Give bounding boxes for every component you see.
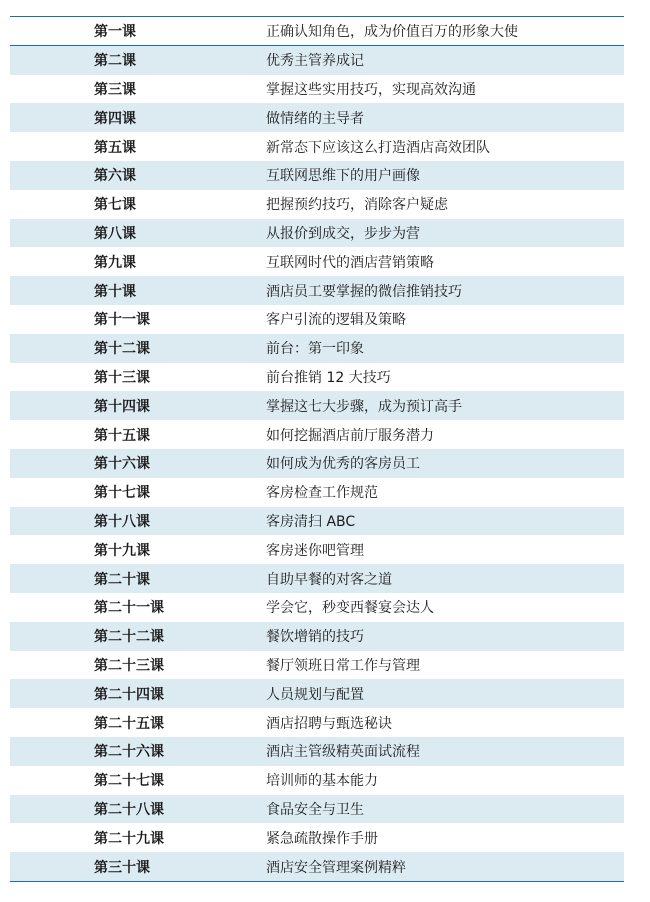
course-row	[10, 276, 624, 305]
course-row	[10, 161, 624, 190]
course-title: 掌握这些实用技巧，实现高效沟通	[266, 81, 476, 98]
course-row	[10, 190, 624, 219]
course-number: 第二十三课	[94, 657, 164, 674]
course-number: 第四课	[94, 110, 136, 127]
course-title: 酒店员工要掌握的微信推销技巧	[266, 283, 462, 300]
course-title: 从报价到成交，步步为营	[266, 225, 420, 242]
course-number: 第三十课	[94, 859, 150, 876]
course-title: 紧急疏散操作手册	[266, 830, 378, 847]
course-row	[10, 593, 624, 622]
course-row	[10, 391, 624, 420]
course-row	[10, 478, 624, 507]
course-title: 酒店主管级精英面试流程	[266, 744, 420, 761]
course-title: 客房检查工作规范	[266, 485, 378, 502]
course-title: 前台：第一印象	[266, 341, 364, 358]
course-number: 第十四课	[94, 398, 150, 415]
course-title: 人员规划与配置	[266, 686, 364, 703]
course-row	[10, 449, 624, 478]
course-number: 第八课	[94, 225, 136, 242]
course-row	[10, 247, 624, 276]
course-title: 餐厅领班日常工作与管理	[266, 657, 420, 674]
course-number: 第二十六课	[94, 744, 164, 761]
course-row	[10, 651, 624, 680]
course-title: 掌握这七大步骤，成为预订高手	[266, 398, 462, 415]
course-number: 第二十课	[94, 571, 150, 588]
course-number: 第五课	[94, 139, 136, 156]
course-number: 第十七课	[94, 485, 150, 502]
course-row	[10, 103, 624, 132]
course-number: 第二十九课	[94, 830, 164, 847]
course-row	[10, 363, 624, 392]
course-number: 第二十八课	[94, 801, 164, 818]
course-number: 第七课	[94, 197, 136, 214]
course-number: 第二十五课	[94, 715, 164, 732]
course-row	[10, 708, 624, 737]
course-row	[10, 46, 624, 75]
course-title: 互联网思维下的用户画像	[266, 168, 420, 185]
course-number: 第二十二课	[94, 629, 164, 646]
course-row	[10, 420, 624, 449]
course-title: 把握预约技巧，消除客户疑虑	[266, 197, 448, 214]
course-title: 客户引流的逻辑及策略	[266, 312, 406, 329]
course-row	[10, 622, 624, 651]
course-number: 第十六课	[94, 456, 150, 473]
course-row	[10, 564, 624, 593]
course-number: 第十一课	[94, 312, 150, 329]
course-row	[10, 17, 624, 46]
course-number: 第十二课	[94, 341, 150, 358]
course-title: 学会它，秒变西餐宴会达人	[266, 600, 434, 617]
course-title: 培训师的基本能力	[266, 773, 378, 790]
course-number: 第十九课	[94, 542, 150, 559]
course-number: 第二十四课	[94, 686, 164, 703]
course-number: 第十三课	[94, 369, 150, 386]
course-row	[10, 535, 624, 564]
course-number: 第十五课	[94, 427, 150, 444]
course-number: 第三课	[94, 81, 136, 98]
course-title: 正确认知角色，成为价值百万的形象大使	[266, 23, 518, 40]
course-row	[10, 679, 624, 708]
course-row	[10, 823, 624, 852]
course-title: 互联网时代的酒店营销策略	[266, 254, 434, 271]
course-title: 酒店招聘与甄选秘诀	[266, 715, 392, 732]
course-row	[10, 219, 624, 248]
course-number: 第十课	[94, 283, 136, 300]
course-number: 第二课	[94, 53, 136, 70]
course-row	[10, 305, 624, 334]
course-title: 食品安全与卫生	[266, 801, 364, 818]
course-number: 第二十一课	[94, 600, 164, 617]
course-title: 客房迷你吧管理	[266, 542, 364, 559]
course-title: 酒店安全管理案例精粹	[266, 859, 406, 876]
course-title: 餐饮增销的技巧	[266, 629, 364, 646]
course-number: 第二十七课	[94, 773, 164, 790]
course-row	[10, 737, 624, 766]
course-title: 如何成为优秀的客房员工	[266, 456, 420, 473]
course-row	[10, 334, 624, 363]
course-number: 第六课	[94, 168, 136, 185]
course-row	[10, 766, 624, 795]
course-title: 客房清扫 ABC	[266, 513, 356, 530]
course-row	[10, 795, 624, 824]
course-number: 第十八课	[94, 513, 150, 530]
course-row	[10, 132, 624, 161]
course-title: 优秀主管养成记	[266, 53, 364, 70]
course-title: 做情绪的主导者	[266, 110, 364, 127]
course-table	[10, 16, 624, 882]
course-title: 前台推销 12 大技巧	[266, 369, 391, 386]
course-row	[10, 852, 624, 881]
course-title: 新常态下应该这么打造酒店高效团队	[266, 139, 490, 156]
course-row	[10, 507, 624, 536]
course-title: 如何挖掘酒店前厅服务潜力	[266, 427, 434, 444]
course-number: 第一课	[94, 23, 136, 40]
course-title: 自助早餐的对客之道	[266, 571, 392, 588]
course-row	[10, 75, 624, 104]
course-number: 第九课	[94, 254, 136, 271]
